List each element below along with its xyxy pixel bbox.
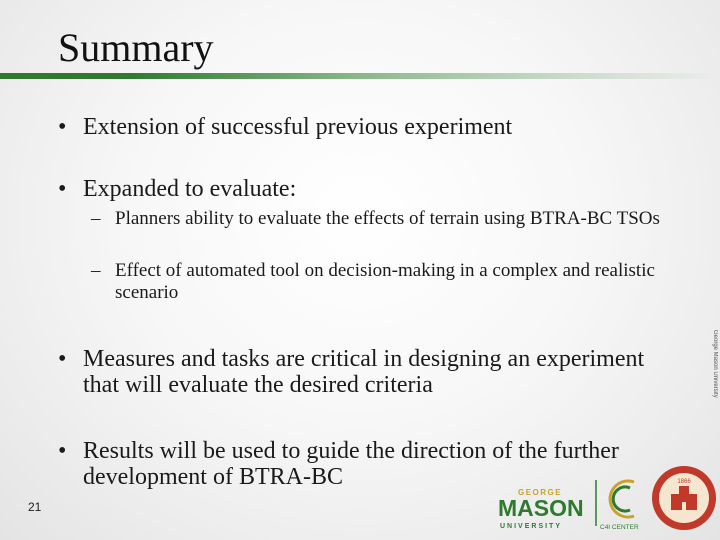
bullet-text: Expanded to evaluate: bbox=[83, 176, 297, 202]
sub-bullet-symbol: – bbox=[91, 208, 101, 229]
bullet-item bbox=[58, 176, 678, 202]
university-seal-icon bbox=[650, 464, 718, 532]
sub-bullet-symbol: – bbox=[91, 260, 101, 281]
side-vertical-text: George Mason University bbox=[712, 330, 718, 398]
title-underline bbox=[0, 73, 720, 79]
gmu-logo bbox=[496, 480, 588, 532]
seal-text: 1866 bbox=[677, 479, 691, 485]
bullet-symbol: • bbox=[58, 114, 67, 140]
sub-bullet-text: Effect of automated tool on decision-making in a complex and realistic scenario bbox=[115, 260, 655, 303]
gmu-word-main: MASON bbox=[498, 495, 584, 521]
bullet-symbol: • bbox=[58, 438, 67, 464]
bullet-symbol: • bbox=[58, 176, 67, 202]
c4i-label: C4I CENTER bbox=[600, 524, 639, 531]
bullet-text: Measures and tasks are critical in designing an experiment that will evaluate the desired criteria bbox=[83, 346, 645, 398]
gmu-word-bottom: UNIVERSITY bbox=[500, 523, 563, 530]
slide-number: 21 bbox=[28, 500, 42, 514]
bullet-text: Results will be used to guide the direction of the further development of BTRA-BC bbox=[83, 438, 619, 490]
bullet-text: Extension of successful previous experiment bbox=[83, 114, 513, 140]
gmu-word-top: GEORGE bbox=[518, 488, 563, 497]
sub-bullet-item bbox=[91, 260, 691, 304]
bullet-item bbox=[58, 114, 678, 140]
sub-bullet-text: Planners ability to evaluate the effects of terrain using BTRA-BC TSOs bbox=[115, 208, 660, 229]
sub-bullet-item bbox=[91, 208, 681, 230]
bullet-symbol: • bbox=[58, 346, 67, 372]
bullet-item bbox=[58, 346, 658, 398]
slide-title: Summary bbox=[58, 25, 214, 70]
c4i-center-logo bbox=[594, 476, 646, 532]
